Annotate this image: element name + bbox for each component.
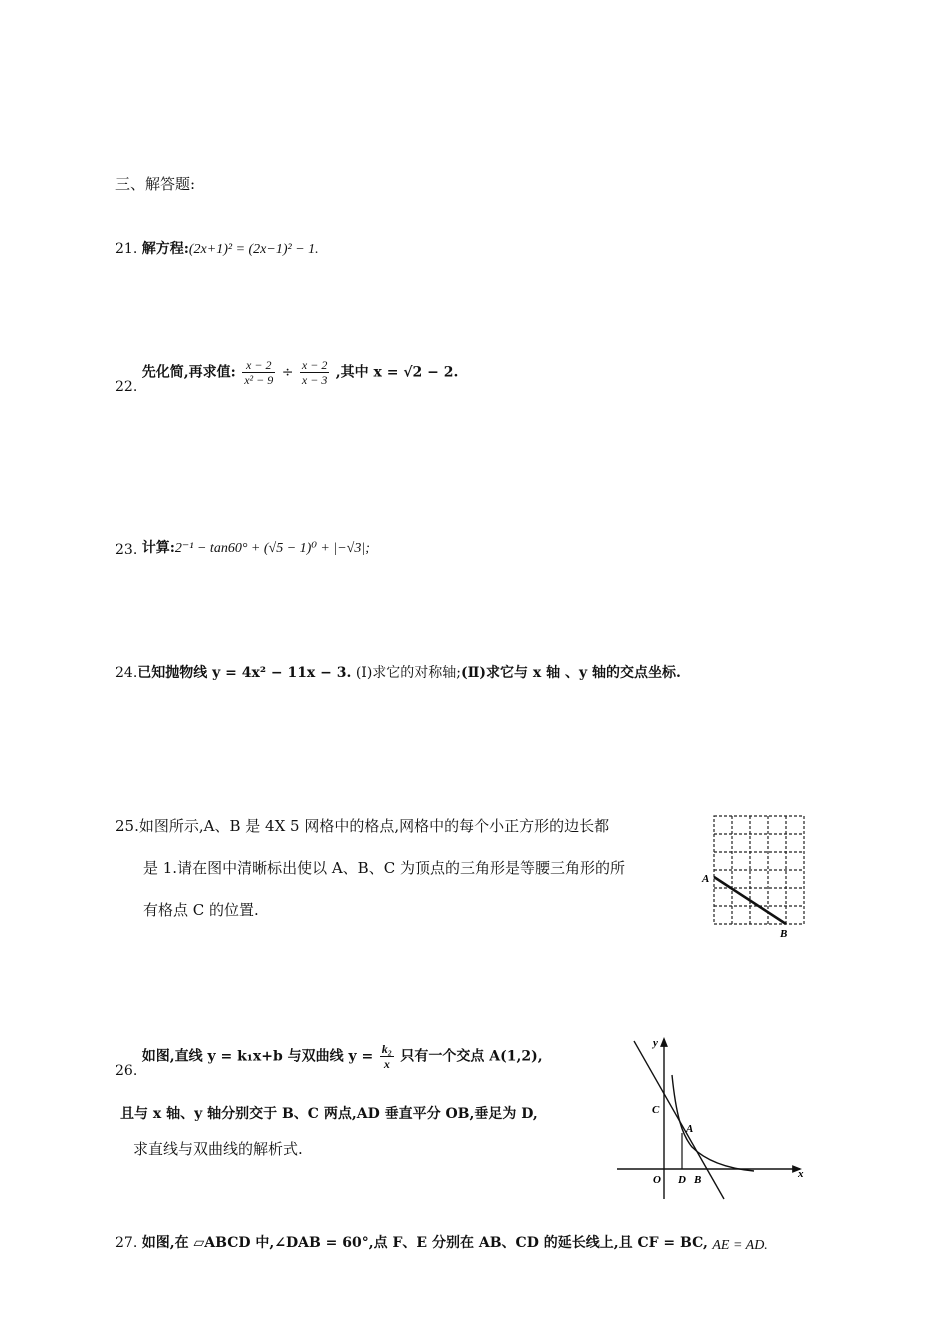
fraction-2-numerator: x − 2 [301, 358, 328, 372]
question-number: 21. [115, 241, 138, 257]
question-24 [115, 662, 681, 682]
question-number: 22. [115, 378, 138, 395]
question-number: 24. [115, 665, 138, 681]
question-number: 26. [115, 1062, 138, 1079]
equation: (2x+1)² = (2x−1)² − 1. [188, 242, 319, 257]
question-21 [115, 238, 319, 258]
question-lead: 解方程: [141, 241, 189, 257]
fraction-1 [242, 358, 275, 387]
question-26-line-2: 且与 x 轴、y 轴分别交于 B、C 两点,AD 垂直平分 OB,垂足为 D, [120, 1106, 538, 1122]
question-26-line-1: 26. 如图,直线 y = k₁x+b 与双曲线 y = $\frac{\text{k₂}}{x}$ 只有一个交点 A(1,2), [115, 1042, 543, 1079]
question-number: 27. [115, 1235, 138, 1251]
fraction-1-denominator: x² − 9 [244, 373, 274, 387]
y-axis-label: y [653, 1037, 658, 1049]
question-part-1: (I)求它的对称轴; [355, 665, 461, 681]
point-b-label: B [780, 928, 788, 940]
question-number: 25. [115, 817, 139, 835]
fraction-1-numerator: x − 2 [242, 358, 275, 373]
hyperbola-figure [612, 1035, 812, 1201]
section-title: 三、解答题: [115, 175, 196, 193]
divide-sign: ÷ [281, 364, 294, 381]
fraction-2-denominator: x − 3 [301, 373, 328, 387]
question-26-line-3: 求直线与双曲线的解析式. [133, 1140, 303, 1158]
fraction-2 [300, 358, 329, 387]
question-text: 如图,在 ▱ABCD 中,∠DAB = 60°,点 F、E 分别在 AB、CD 的延长线上,且 CF = BC, [141, 1235, 708, 1251]
point-a-label: A [686, 1123, 694, 1135]
point-a-label: A [702, 873, 710, 885]
point-c-label: C [652, 1104, 660, 1116]
hyperbola-curve [672, 1075, 754, 1171]
origin-label: O [653, 1174, 661, 1186]
grid-figure [700, 810, 812, 942]
question-part-2: (Ⅱ)求它与 x 轴 、y 轴的交点坐标. [461, 665, 681, 681]
point-d-label: D [678, 1174, 686, 1186]
question-25-line-2: 是 1.请在图中清晰标出使以 A、B、C 为顶点的三角形是等腰三角形的所 [143, 859, 625, 877]
fraction-numerator: k₂ [381, 1042, 392, 1056]
fraction-denominator: x [383, 1057, 390, 1071]
question-number: 23. [115, 542, 138, 558]
question-25-line-3: 有格点 C 的位置. [143, 901, 259, 919]
question-27 [115, 1232, 768, 1252]
question-lead: 先化简,再求值: [141, 364, 236, 381]
question-lead: 计算: [141, 540, 175, 556]
question-lead: 已知抛物线 y = 4x² − 11x − 3. [137, 665, 352, 681]
question-23 [115, 537, 370, 557]
x-axis-label: x [798, 1168, 804, 1180]
point-b-label: B [694, 1174, 702, 1186]
question-tail: ,其中 x = √2 − 2. [335, 364, 459, 381]
question-22 [115, 358, 459, 395]
question-tail: AE = AD. [712, 1238, 768, 1253]
question-25-line-1: 25.如图所示,A、B 是 4X 5 网格中的格点,网格中的每个小正方形的边长都 [115, 817, 610, 835]
fraction-k2-over-x [380, 1042, 394, 1071]
expression: 2⁻¹ − tan60° + (√5 − 1)⁰ + |−√3|; [174, 541, 370, 556]
